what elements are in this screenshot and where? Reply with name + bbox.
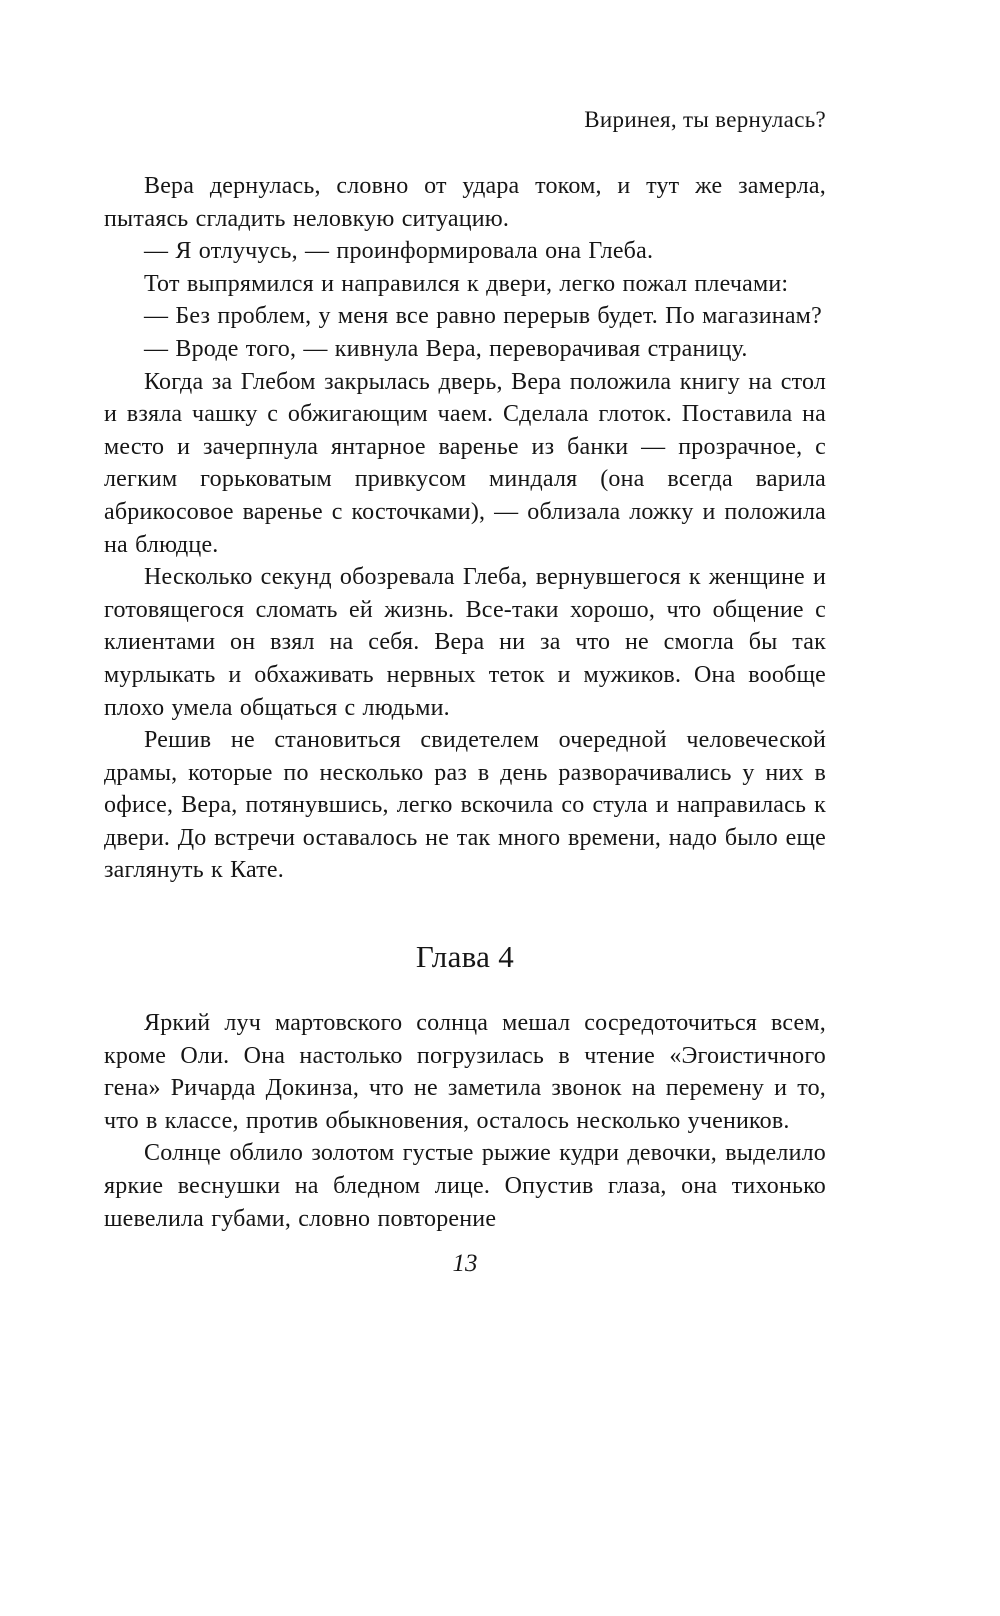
page-number: 13: [452, 1250, 478, 1278]
paragraph-dialogue: — Я отлучусь, — проинформировала она Глеба.: [144, 238, 654, 265]
paragraph: Решив не становиться свидетелем очередной человеческой драмы, которые по несколько раз в день разворачивались у них в офисе, Вера, потянувшись, легко вскочила со стула и направилась к двери. До встречи оставалось не так много времени, надо было еще заглянуть к Кате.: [104, 727, 826, 884]
paragraph: Вера дернулась, словно от удара током, и тут же замерла, пытаясь сгладить неловкую ситуацию.: [104, 173, 826, 232]
text-block: [104, 170, 826, 1235]
paragraph-dialogue: — Без проблем, у меня все равно перерыв будет. По магазинам?: [144, 303, 822, 330]
paragraph: Яркий луч мартовского солнца мешал сосредоточиться всем, кроме Оли. Она настолько погрузилась в чтение «Эгоистичного гена» Ричарда Докинза, что не заметила звонок на перемену и то, что в классе, против обыкновения, осталось несколько учеников.: [104, 1010, 826, 1134]
paragraph: Несколько секунд обозревала Глеба, вернувшегося к женщине и готовящегося сломать ей жизнь. Все-таки хорошо, что общение с клиентами он взял на себя. Вера ни за что не смогла бы так мурлыкать и обхаживать нервных теток и мужиков. Она вообще плохо умела общаться с людьми.: [104, 564, 826, 721]
chapter-heading: Глава 4: [415, 939, 515, 975]
paragraph: Когда за Глебом закрылась дверь, Вера положила книгу на стол и взяла чашку с обжигающим чаем. Сделала глоток. Поставила на место и зачерпнула янтарное варенье из банки — прозрачное, с легким горьковатым привкусом миндаля (она всегда варила абрикосовое варенье с косточками), — облизала ложку и положила на блюдце.: [104, 368, 826, 558]
paragraph: Тот выпрямился и направился к двери, легко пожал плечами:: [144, 270, 789, 297]
paragraph: Солнце облило золотом густые рыжие кудри девочки, выделило яркие веснушки на бледном лице. Опустив глаза, она тихонько шевелила губами, словно повторение: [104, 1140, 826, 1232]
running-head: Виринея, ты вернулась?: [584, 107, 826, 132]
paragraph-dialogue: — Вроде того, — кивнула Вера, переворачивая страницу.: [144, 335, 748, 362]
